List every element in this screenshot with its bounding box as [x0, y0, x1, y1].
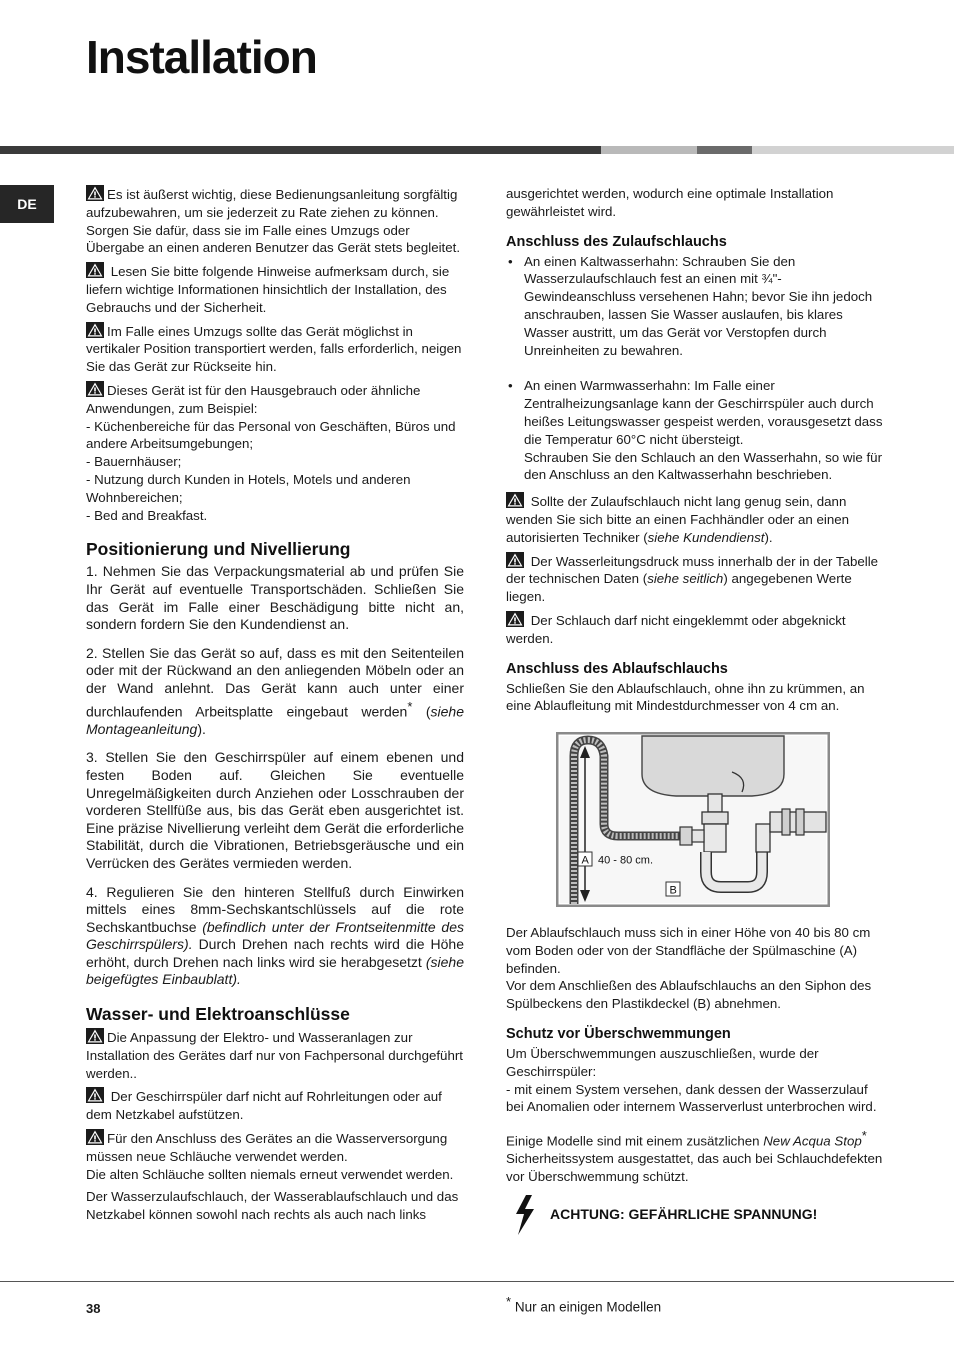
list-item: - Nutzung durch Kunden in Hotels, Motels und anderen Wohnbereichen; [86, 471, 411, 505]
figure-range-label: 40 - 80 cm. [598, 854, 654, 867]
paragraph: 1. Nehmen Sie das Verpackungsmaterial ab und prüfen Sie Ihr Gerät auf eventuelle Transportschäden. Schließen Sie das Gerät im Falle einer Beschädigung bitte nicht an, sondern fordern Sie den Kundendienst an. [86, 563, 464, 633]
header-band [601, 146, 697, 154]
list-item: • An einen Warmwasserhahn: Im Falle einer Zentralheizungsanlage kann der Geschirrspüler auch durch heißes Leitungswasser gespeist werden, vorausgesetzt dass die Temperatur 60°C nicht übersteigt. Schrauben Sie den Schlauch an den Wasserhahn, so wie für den Anschluss an den Kaltwasserhahn beschrieben. [506, 377, 888, 484]
page-title: Installation [86, 31, 317, 83]
cross-reference: siehe Montageanleitung [86, 703, 464, 737]
section-heading: Wasser- und Elektroanschlüsse [86, 1004, 350, 1025]
paragraph: Der Wasserzulaufschlauch, der Wasserablaufschlauch und das Netzkabel können sowohl nach rechts als auch nach links [86, 1189, 459, 1223]
language-tab: DE [0, 185, 54, 223]
paragraph: Schließen Sie den Ablaufschlauch, ohne ihn zu krümmen, an eine Ablaufleitung mit Mindestdurchmesser von 4 cm an. [506, 680, 865, 714]
paragraph [86, 381, 464, 524]
paragraph [86, 322, 464, 376]
list-item: • An einen Kaltwasserhahn: Schrauben Sie den Wasserzulaufschlauch fest an einen mit ¾"-Gewindeanschluss versehenen Hahn; bevor Sie ihn jedoch anschrauben, lassen Sie Wasser auslaufen, bis klares Wasser austritt, um das Gerät vor Verstopfen durch Unreinheiten zu bewahren. [506, 253, 888, 360]
left-column [86, 185, 464, 1229]
paragraph-text: Lesen Sie bitte folgende Hinweise aufmerksam durch, sie liefern wichtige Informationen hinsichtlich der Installation, des Gebrauchs und der Sicherheit. [86, 264, 450, 315]
warning-icon [86, 185, 104, 201]
header-band [697, 146, 752, 154]
warning-icon [86, 381, 104, 397]
subsection-heading: Anschluss des Ablaufschlauchs [506, 660, 728, 677]
paragraph: ausgerichtet werden, wodurch eine optimale Installation gewährleistet wird. [506, 186, 834, 219]
list-item: - Küchenbereiche für das Personal von Geschäften, Büros und andere Arbeitsumgebungen; [86, 418, 456, 452]
voltage-warning-text: ACHTUNG: GEFÄHRLICHE SPANNUNG! [550, 1206, 818, 1222]
footnote-marker: * [861, 1128, 867, 1144]
paragraph: 3. Stellen Sie den Geschirrspüler auf einem ebenen und festen Boden auf. Gleichen Sie eventuelle Unregelmäßigkeiten durch Anziehen oder Losschrauben der vorderen Stellfüße aus, bis das Gerät eben ausgerichtet ist. Eine präzise Nivellierung verleiht dem Gerät die erforderliche Stabilität, durch die Vibrationen, Betriebsgeräusche und ein Verrücken des Gerätes vermieden werden. [86, 749, 464, 871]
subsection-heading: Schutz vor Überschwemmungen [506, 1025, 731, 1042]
footnote: * Nur an einigen Modellen [506, 1294, 662, 1315]
header-band [752, 146, 954, 154]
paragraph: Einige Modelle sind mit einem zusätzlichen New Acqua Stop* Sicherheitssystem ausgestattet, das auch bei Schlauchdefekten vor Überschwemmung schützt. [506, 1128, 883, 1185]
paragraph [86, 262, 464, 316]
figure-label-a: A [581, 854, 589, 867]
warning-icon [86, 322, 104, 338]
paragraph: 2. Stellen Sie das Gerät so auf, dass es mit den Seitenteilen oder mit der Rückwand an den anliegenden Möbeln oder an der Wand anlehnt. Das Gerät kann auch unter einer durchlaufenden Arbeitsplatte eingebaut werden* (siehe Montageanleitung). [86, 644, 464, 737]
warning-icon [506, 611, 524, 627]
warning-icon [86, 262, 104, 278]
footnote-marker: * [407, 698, 413, 714]
paragraph: Der Ablaufschlauch muss sich in einer Höhe von 40 bis 80 cm vom Boden oder von der Standfläche der Spülmaschine (A) befinden. Vor dem Anschließen des Ablaufschlauchs an den Siphon des Spülbeckens den Plastikdeckel (B) abnehmen. [506, 924, 872, 1012]
paragraph: Der Schlauch darf nicht eingeklemmt oder abgeknickt werden. [506, 612, 846, 646]
paragraph: Der Wasserleitungsdruck muss innerhalb der in der Tabelle der technischen Daten (siehe seitlich) angegebenen Werte liegen. [506, 553, 879, 605]
paragraph-text: Im Falle eines Umzugs sollte das Gerät möglichst in vertikaler Position transportiert werden, falls erforderlich, neigen Sie das Gerät zur Rückseite hin. [86, 323, 462, 375]
list-item: - Bauernhäuser; [86, 454, 182, 470]
paragraph [86, 185, 464, 257]
paragraph-text: Dieses Gerät ist für den Hausgebrauch oder ähnliche Anwendungen, zum Beispiel: [86, 382, 421, 416]
warning-icon [506, 492, 524, 508]
lightning-bolt-icon [512, 1194, 538, 1236]
paragraph: Die Anpassung der Elektro- und Wasseranlagen zur Installation des Gerätes darf nur von Fachpersonal durchgeführt werden.. [86, 1030, 463, 1081]
page-number: 38 [86, 1301, 101, 1316]
right-column [506, 185, 888, 1236]
list-item: - Bed and Breakfast. [86, 507, 208, 523]
section-heading: Positionierung und Nivellierung [86, 539, 351, 560]
paragraph: Für den Anschluss des Gerätes an die Wasserversorgung müssen neue Schläuche verwendet werden. Die alten Schläuche sollten niemals erneut verwendet werden. [86, 1131, 454, 1182]
paragraph-text: Es ist äußerst wichtig, diese Bedienungsanleitung sorgfältig aufzubewahren, um sie jederzeit zu Rate ziehen zu können. Sorgen Sie dafür, dass sie im Falle eines Umzugs oder Übergabe an einen anderen Benutzer das Gerät stets begleitet. [86, 187, 461, 256]
paragraph: 4. Regulieren Sie den hinteren Stellfuß durch Einwirken mittels eines 8mm-Sechskantschlüssels auf die rote Sechskantbuchse (befindlich unter der Frontseitenmitte des Geschirrspülers). Durch Drehen nach rechts wird die Höhe erhöht, durch Drehen nach links wird sie herabgesetzt (siehe beigefügtes Einbaublatt). [86, 883, 464, 988]
bullet-list [506, 253, 888, 485]
footer-rule [0, 1281, 954, 1282]
figure-label-b: B [669, 884, 677, 897]
drain-hose-diagram [556, 732, 830, 907]
paragraph: Sollte der Zulaufschlauch nicht lang genug sein, dann wenden Sie sich bitte an einen Fachhändler oder an einen autorisierten Techniker (siehe Kundendienst). [506, 494, 850, 545]
warning-icon [86, 1028, 104, 1044]
warning-icon [86, 1129, 104, 1145]
header-band [0, 146, 601, 154]
paragraph: Der Geschirrspüler darf nicht auf Rohrleitungen oder auf dem Netzkabel aufstützen. [86, 1089, 442, 1123]
warning-icon [86, 1087, 104, 1103]
subsection-heading: Anschluss des Zulaufschlauchs [506, 233, 727, 250]
warning-icon [506, 552, 524, 568]
voltage-warning [506, 1194, 888, 1236]
paragraph: Um Überschwemmungen auszuschließen, wurde der Geschirrspüler: - mit einem System versehen, dank dessen der Wasserzulauf bei Anomalien oder internem Wasserverlust unterbrochen wird. [506, 1045, 877, 1115]
